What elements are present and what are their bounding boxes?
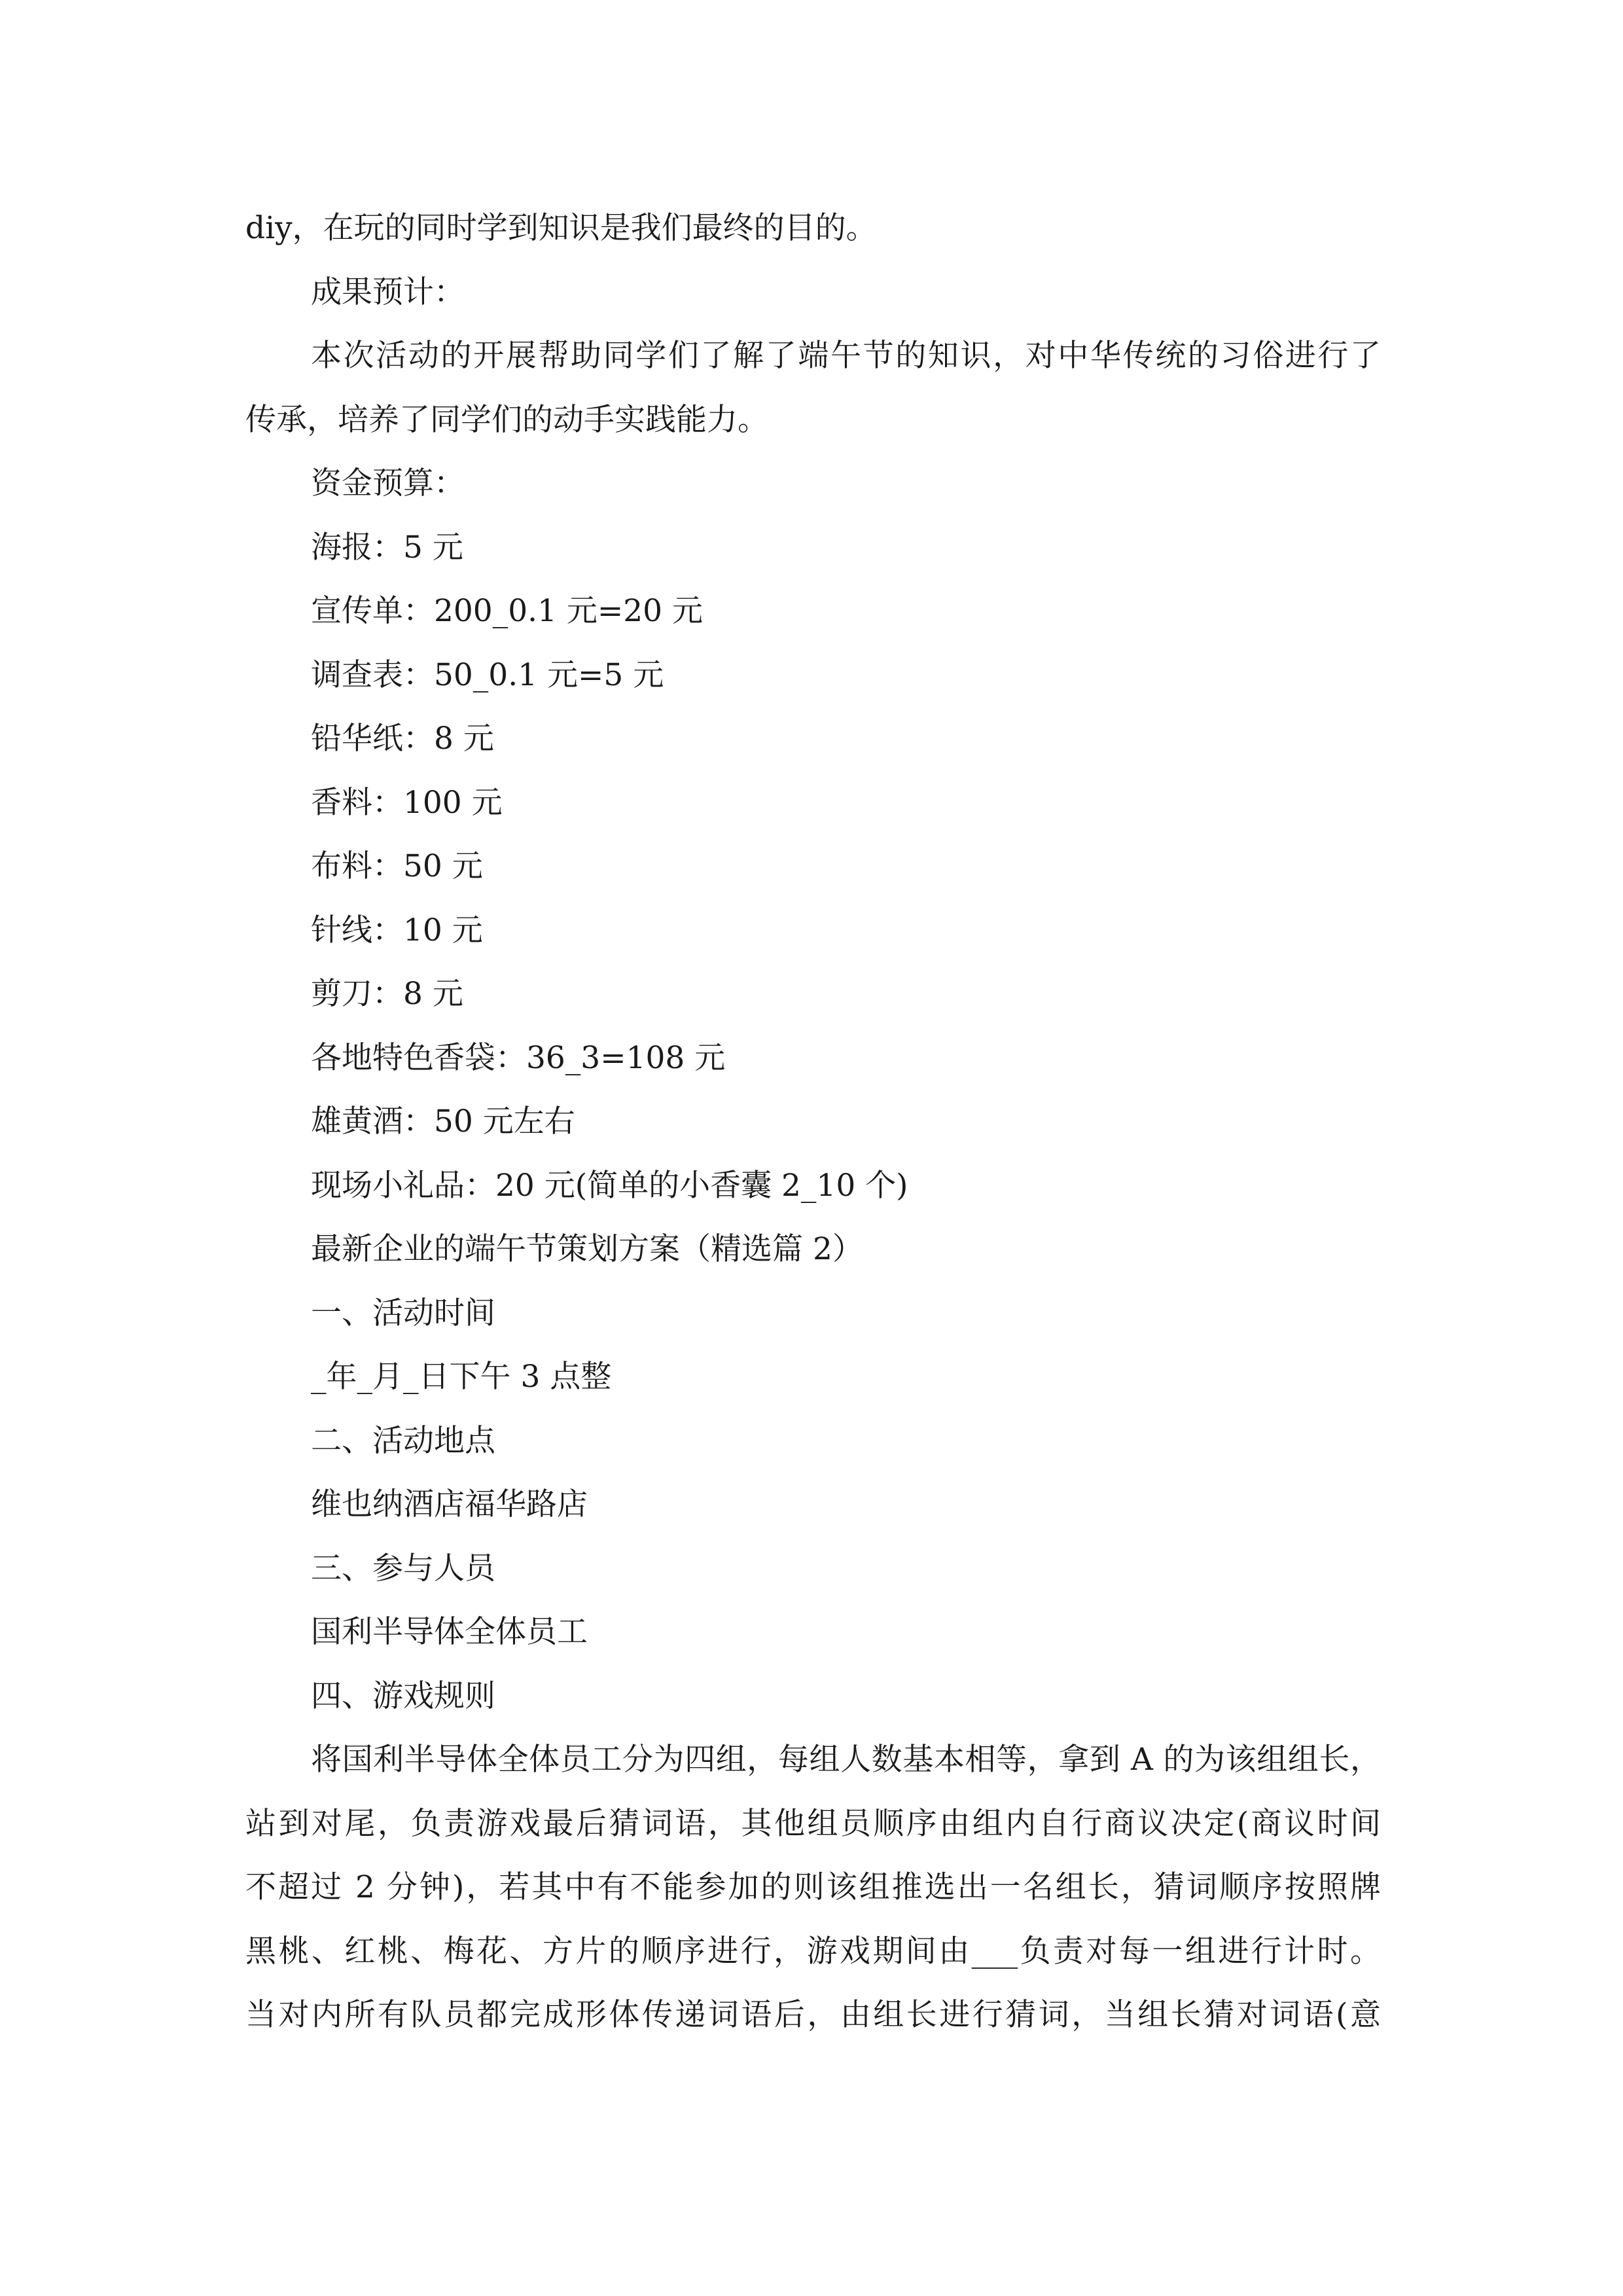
text-line: 二、活动地点 — [311, 1422, 495, 1459]
text-line: 站到对尾，负责游戏最后猜词语，其他组员顺序由组内自行商议决定(商议时间 — [245, 1805, 1381, 1842]
text-line: 不超过 2 分钟)，若其中有不能参加的则该组推选出一名组长，猜词顺序按照牌 — [245, 1869, 1381, 1905]
text-line: 资金预算： — [311, 465, 465, 501]
text-line: 布料：50 元 — [311, 848, 483, 884]
text-line: 国利半导体全体员工 — [311, 1614, 588, 1650]
text-line: 铅华纸：8 元 — [311, 721, 494, 757]
text-line: 宣传单：200_0.1 元=20 元 — [311, 593, 704, 629]
text-line: 本次活动的开展帮助同学们了解了端午节的知识，对中华传统的习俗进行了 — [311, 338, 1381, 374]
text-line: 一、活动时间 — [311, 1295, 495, 1331]
text-line: 成果预计： — [311, 274, 465, 310]
text-line: 黑桃、红桃、梅花、方片的顺序进行，游戏期间由___负责对每一组进行计时。 — [245, 1933, 1381, 1969]
text-line: 将国利半导体全体员工分为四组，每组人数基本相等，拿到 A 的为该组组长， — [311, 1742, 1381, 1778]
text-line: 调查表：50_0.1 元=5 元 — [311, 656, 664, 693]
text-line: 最新企业的端午节策划方案（精选篇 2） — [311, 1231, 863, 1267]
text-line: 雄黄酒：50 元左右 — [311, 1103, 575, 1139]
text-line: 香料：100 元 — [311, 784, 503, 821]
text-line: 剪刀：8 元 — [311, 976, 463, 1012]
text-line: 当对内所有队员都完成形体传递词语后，由组长进行猜词，当组长猜对词语(意 — [245, 1997, 1381, 2033]
text-line: 针线：10 元 — [311, 912, 483, 948]
text-line: 现场小礼品：20 元(简单的小香囊 2_10 个) — [311, 1167, 908, 1204]
text-line: 各地特色香袋：36_3=108 元 — [311, 1039, 726, 1076]
text-line: 维也纳酒店福华路店 — [311, 1486, 588, 1522]
text-line: _年_月_日下午 3 点整 — [311, 1359, 612, 1395]
text-line: 四、游戏规则 — [311, 1677, 495, 1714]
text-line: diy，在玩的同时学到知识是我们最终的目的。 — [245, 210, 877, 246]
text-line: 海报：5 元 — [311, 529, 463, 565]
document-body — [245, 196, 1381, 2047]
text-line: 三、参与人员 — [311, 1550, 495, 1587]
text-line: 传承，培养了同学们的动手实践能力。 — [245, 401, 768, 438]
